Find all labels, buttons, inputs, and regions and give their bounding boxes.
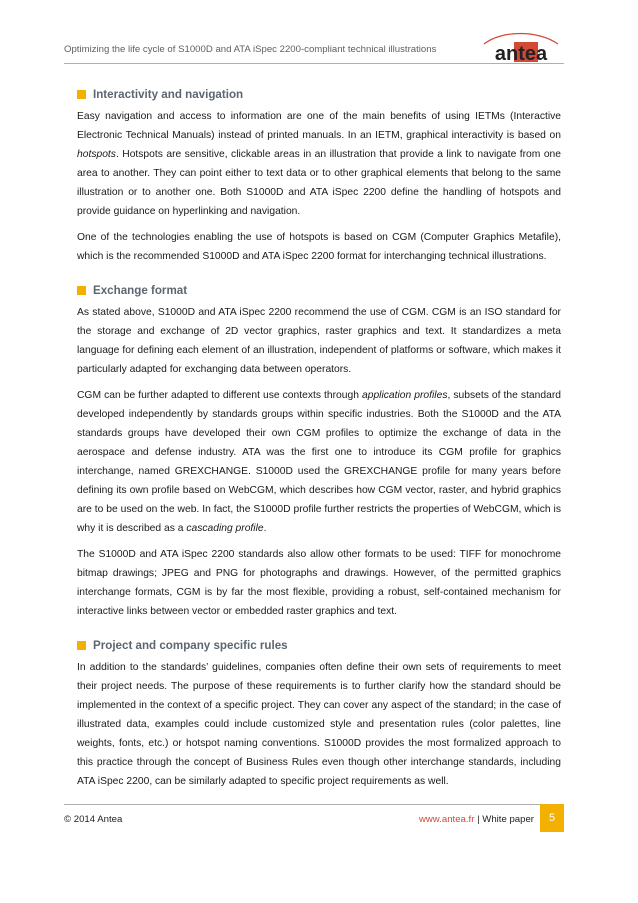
section-heading-project-rules xyxy=(77,639,561,652)
footer-separator: | xyxy=(477,814,480,825)
section-title: Exchange format xyxy=(93,284,188,297)
footer-divider xyxy=(64,804,540,805)
square-bullet-icon xyxy=(77,641,86,650)
paragraph: The S1000D and ATA iSpec 2200 standards also allow other formats to be used: TIFF for monochrome bitmap drawings; JPEG and PNG for photographs and drawings. However, of the permitted graphics interchange formats, CGM is by far the most flexible, providing a robust, self-contained mechanism for interactive links between vector or embedded raster graphics and text. xyxy=(77,549,561,617)
paragraph: In addition to the standards’ guidelines, companies often define their own sets of requirements to meet their project needs. The purpose of these requirements is to further clarify how the standard should be implemented in the context of a specific project. They can cover any aspect of the standard; in the case of illustrated data, examples could include customized style and presentation rules (color palettes, line weights, fonts, etc.) or hotspot naming conventions. S1000D provides the most formalized approach to this practice through the concept of Business Rules even though other interchange standards, including ATA iSpec 2200, can be similarly adapted to specific project requirements as well. xyxy=(77,662,561,787)
square-bullet-icon xyxy=(77,90,86,99)
antea-logo xyxy=(478,32,564,68)
paragraph: As stated above, S1000D and ATA iSpec 2200 recommend the use of CGM. CGM is an ISO standard for the storage and exchange of 2D vector graphics, raster graphics and text. It standardizes a meta language for defining each element of an illustration, independent of platforms or software, which makes it particularly adapted for exchanging data between operators. xyxy=(77,307,561,375)
page-header xyxy=(64,38,564,78)
paragraph: CGM can be further adapted to different use contexts through application profiles, subsets of the standard developed independently by standards groups within specific industries. Both the S1000D and the ATA standards groups have developed their own CGM profiles to optimize the exchange of data in the aerospace and defense industry. ATA was the first one to introduce its CGM profile for graphics interchange, named GREXCHANGE. S1000D used the GREXCHANGE profile for many years before defining its own profile based on WebCGM, which describes how CGM vector, raster, and hybrid graphics are to be used on the web. In fact, the S1000D profile further restricts the properties of WebCGM, which is why it is described as a cascading profile. xyxy=(77,390,561,534)
copyright-text: © 2014 Antea xyxy=(64,814,123,825)
paragraph: One of the technologies enabling the use of hotspots is based on CGM (Computer Graphics Metafile), which is the recommended S1000D and ATA iSpec 2200 format for interchanging technical illustrations. xyxy=(77,232,561,262)
section-title: Interactivity and navigation xyxy=(93,88,244,101)
main-content xyxy=(77,88,561,798)
logo-text: antea xyxy=(494,43,548,65)
section-title: Project and company specific rules xyxy=(93,639,288,652)
header-title: Optimizing the life cycle of S1000D and ATA iSpec 2200-compliant technical illustrations xyxy=(64,44,437,55)
page-footer xyxy=(64,804,564,832)
website-link[interactable]: www.antea.fr xyxy=(418,814,475,825)
square-bullet-icon xyxy=(77,286,86,295)
section-heading-exchange-format xyxy=(77,284,561,297)
document-type: White paper xyxy=(482,814,534,825)
paragraph: Easy navigation and access to information are one of the main benefits of using IETMs (Interactive Electronic Technical Manuals) instead of printed manuals. In an IETM, graphical interactivity is based on hotspots. Hotspots are sensitive, clickable areas in an illustration that provide a link to navigate from one area to another. They can point either to text data or to other graphical elements that belong to the same illustration or to another one. Both S1000D and ATA iSpec 2200 define the handling of hotspots and provide guidance on hyperlinking and navigation. xyxy=(77,111,561,217)
footer-info xyxy=(419,814,534,825)
section-heading-interactivity xyxy=(77,88,561,101)
page-number: 5 xyxy=(540,804,564,832)
